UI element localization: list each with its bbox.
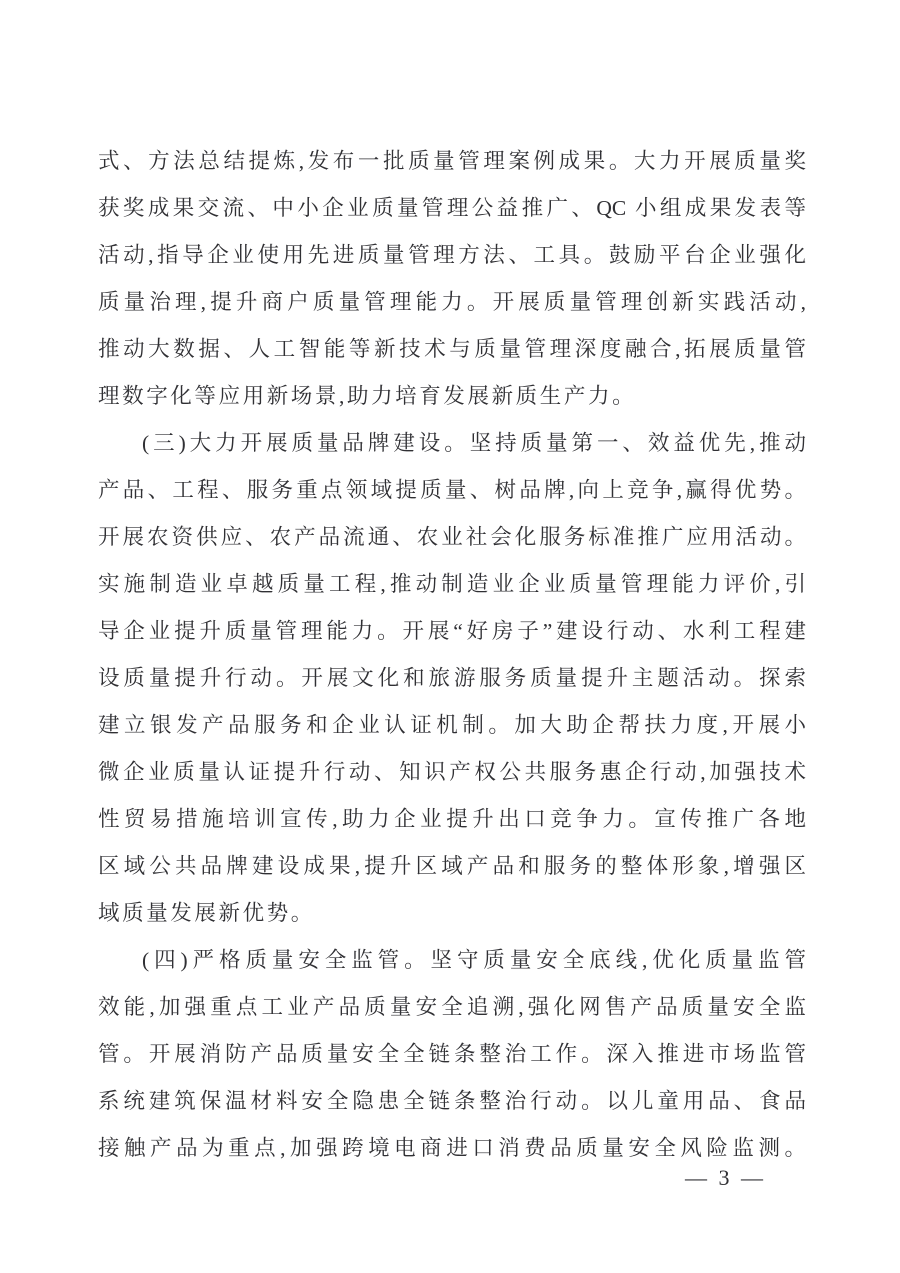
text-line: 活动,指导企业使用先进质量管理方法、工具。鼓励平台企业强化	[98, 243, 806, 267]
text-line: 微企业质量认证提升行动、知识产权公共服务惠企行动,加强技术	[98, 760, 806, 784]
text-line: 获奖成果交流、中小企业质量管理公益推广、QC 小组成果发表等	[98, 196, 806, 220]
text-line: 接触产品为重点,加强跨境电商进口消费品质量安全风险监测。	[98, 1136, 806, 1160]
text-line: 域质量发展新优势。	[98, 901, 315, 925]
text-line: 开展农资供应、农产品流通、农业社会化服务标准推广应用活动。	[98, 525, 806, 549]
page-number: — 3 —	[685, 1165, 766, 1190]
text-line: (三)大力开展质量品牌建设。坚持质量第一、效益优先,推动	[142, 431, 806, 455]
text-line: 质量治理,提升商户质量管理能力。开展质量管理创新实践活动,	[98, 290, 806, 314]
text-line: 管。开展消防产品质量安全全链条整治工作。深入推进市场监管	[98, 1042, 806, 1066]
text-line: 效能,加强重点工业产品质量安全追溯,强化网售产品质量安全监	[98, 995, 806, 1019]
text-line: 理数字化等应用新场景,助力培育发展新质生产力。	[98, 384, 637, 408]
text-line: 设质量提升行动。开展文化和旅游服务质量提升主题活动。探索	[98, 666, 806, 690]
text-line: 区域公共品牌建设成果,提升区域产品和服务的整体形象,增强区	[98, 854, 806, 878]
text-line: 性贸易措施培训宣传,助力企业提升出口竞争力。宣传推广各地	[98, 807, 806, 831]
text-line: 推动大数据、人工智能等新技术与质量管理深度融合,拓展质量管	[98, 337, 806, 361]
text-line: 产品、工程、服务重点领域提质量、树品牌,向上竞争,赢得优势。	[98, 478, 806, 502]
text-line: 式、方法总结提炼,发布一批质量管理案例成果。大力开展质量奖	[98, 149, 806, 173]
text-line: (四)严格质量安全监管。坚守质量安全底线,优化质量监管	[142, 948, 806, 972]
text-line: 建立银发产品服务和企业认证机制。加大助企帮扶力度,开展小	[98, 713, 806, 737]
text-line: 系统建筑保温材料安全隐患全链条整治行动。以儿童用品、食品	[98, 1089, 806, 1113]
document-body	[98, 138, 806, 1172]
text-line: 导企业提升质量管理能力。开展“好房子”建设行动、水利工程建	[98, 619, 806, 643]
text-line: 实施制造业卓越质量工程,推动制造业企业质量管理能力评价,引	[98, 572, 806, 596]
